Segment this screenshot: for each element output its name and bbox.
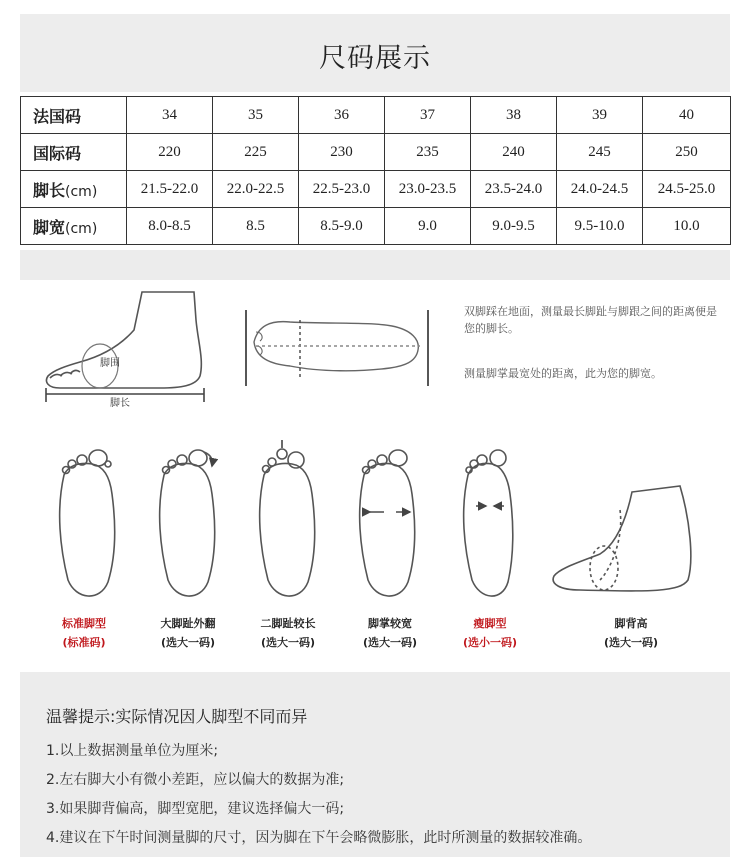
table-cell: 36 — [299, 97, 385, 134]
tips-title: 温馨提示:实际情况因人脚型不同而异 — [46, 707, 308, 726]
table-cell: 250 — [643, 134, 731, 171]
tip-item: 1.以上数据测量单位为厘米; — [46, 743, 219, 759]
table-cell: 8.5 — [213, 208, 299, 245]
foot-illustrations — [20, 280, 730, 665]
size-table — [20, 96, 731, 245]
wide-forefoot-icon — [360, 450, 415, 596]
table-cell: 23.5-24.0 — [471, 171, 557, 208]
row-header: 脚宽(cm) — [21, 208, 127, 245]
table-cell: 24.0-24.5 — [557, 171, 643, 208]
table-cell: 230 — [299, 134, 385, 171]
table-cell: 39 — [557, 97, 643, 134]
title-banner — [20, 14, 730, 92]
table-cell: 220 — [127, 134, 213, 171]
measurement-guide — [20, 280, 730, 665]
table-cell: 23.0-23.5 — [385, 171, 471, 208]
row-header: 脚长(cm) — [21, 171, 127, 208]
girth-label: 脚围 — [100, 358, 120, 369]
top-view-foot-icon — [246, 310, 428, 386]
table-row-foot-width — [21, 208, 731, 245]
table-cell: 37 — [385, 97, 471, 134]
tip-item: 3.如果脚背偏高，脚型宽肥，建议选择偏大一码; — [46, 801, 345, 817]
tip-item: 4.建议在下午时间测量脚的尺寸，因为脚在下午会略微膨胀，此时所测量的数据较准确。 — [46, 830, 592, 846]
table-cell: 9.5-10.0 — [557, 208, 643, 245]
table-row-foot-length — [21, 171, 731, 208]
foot-type-label-high-instep: 脚背高 (选大一码) — [603, 617, 659, 649]
standard-foot-icon — [60, 450, 115, 596]
foot-type-label-bunion: 大脚趾外翻 (选大一码) — [160, 617, 216, 649]
table-cell: 24.5-25.0 — [643, 171, 731, 208]
table-cell: 9.0 — [385, 208, 471, 245]
table-cell: 40 — [643, 97, 731, 134]
instruction-foot-length: 双脚踩在地面，测量最长脚趾与脚跟之间的距离便是您的脚长。 — [464, 305, 717, 335]
narrow-foot-icon — [464, 450, 513, 596]
foot-type-label-standard: 标准脚型 (标准码) — [62, 617, 106, 649]
table-cell: 34 — [127, 97, 213, 134]
side-foot-icon — [46, 292, 204, 402]
length-label: 脚长 — [110, 398, 130, 409]
table-cell: 245 — [557, 134, 643, 171]
section-divider-band — [20, 250, 730, 280]
table-cell: 225 — [213, 134, 299, 171]
instruction-foot-width: 测量脚掌最宽处的距离，此为您的脚宽。 — [464, 367, 662, 380]
table-cell: 8.5-9.0 — [299, 208, 385, 245]
long-second-toe-foot-icon — [260, 440, 315, 596]
bunion-foot-icon — [160, 450, 215, 596]
foot-type-label-long-second-toe: 二脚趾较长 (选大一码) — [260, 617, 316, 649]
foot-type-label-narrow: 瘦脚型 (选小一码) — [462, 617, 518, 649]
table-cell: 22.0-22.5 — [213, 171, 299, 208]
table-cell: 8.0-8.5 — [127, 208, 213, 245]
page-title: 尺码展示 — [319, 43, 431, 74]
row-header: 国际码 — [21, 134, 127, 171]
high-instep-foot-icon — [553, 486, 691, 591]
tips-panel — [20, 672, 730, 857]
table-row-international-size — [21, 134, 731, 171]
table-cell: 235 — [385, 134, 471, 171]
table-cell: 10.0 — [643, 208, 731, 245]
row-header: 法国码 — [21, 97, 127, 134]
table-cell: 240 — [471, 134, 557, 171]
foot-type-label-wide-forefoot: 脚掌较宽 (选大一码) — [362, 617, 418, 649]
table-row-french-size — [21, 97, 731, 134]
table-cell: 22.5-23.0 — [299, 171, 385, 208]
table-cell: 21.5-22.0 — [127, 171, 213, 208]
table-cell: 35 — [213, 97, 299, 134]
tip-item: 2.左右脚大小有微小差距，应以偏大的数据为准; — [46, 772, 345, 788]
table-cell: 9.0-9.5 — [471, 208, 557, 245]
table-cell: 38 — [471, 97, 557, 134]
